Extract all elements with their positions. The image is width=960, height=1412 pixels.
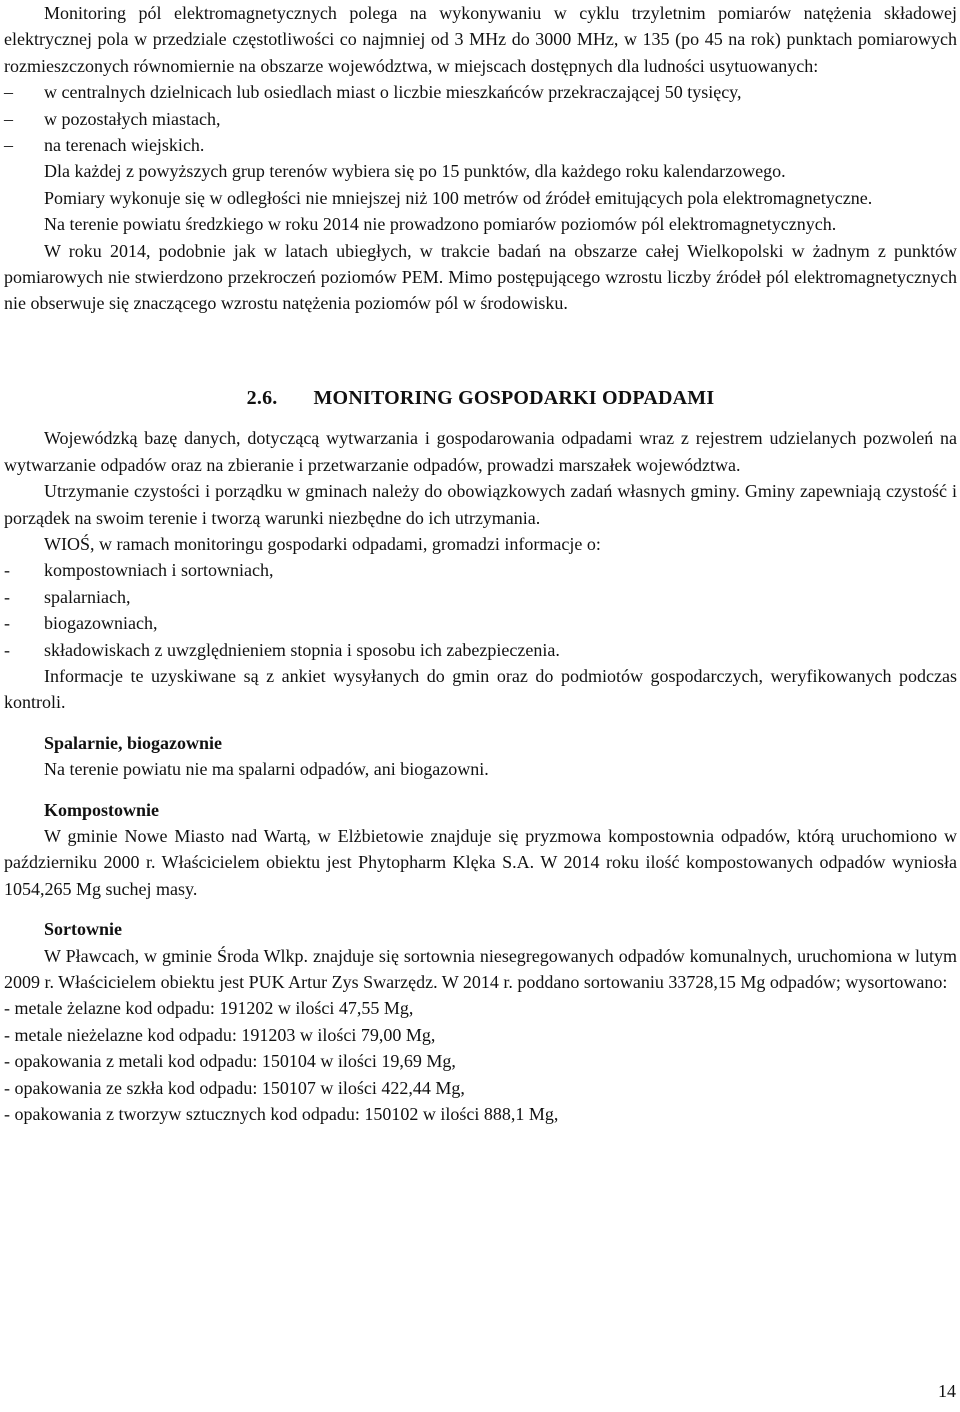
document-page: [4, 0, 957, 1127]
paragraph: W roku 2014, podobnie jak w latach ubiegłych, w trakcie badań na obszarze całej Wielkopolski w żadnym z punktów pomiarowych nie stwierdzono przekroczeń poziomów PEM. Mimo postępującego wzrostu liczby źródeł pól elektromagnetycznych nie obserwuje się znaczącego wzrostu natężenia poziomów pól w środowisku.: [4, 240, 957, 314]
list-item: - opakowania z metali kod odpadu: 150104 w ilości 19,69 Mg,: [4, 1051, 456, 1072]
paragraph: Informacje te uzyskiwane są z ankiet wysyłanych do gmin oraz do podmiotów gospodarczych, weryfikowanych podczas kontroli.: [4, 665, 957, 713]
paragraph: Pomiary wykonuje się w odległości nie mniejszej niż 100 metrów od źródeł emitujących pola elektromagnetyczne.: [44, 187, 873, 208]
list-item: - opakowania z tworzyw sztucznych kod odpadu: 150102 w ilości 888,1 Mg,: [4, 1104, 559, 1125]
section-heading: [4, 385, 957, 411]
subheading-sortownie: Sortownie: [44, 919, 122, 940]
paragraph: Dla każdej z powyższych grup terenów wybiera się po 15 punktów, dla każdego roku kalendarzowego.: [44, 161, 786, 182]
paragraph: WIOŚ, w ramach monitoringu gospodarki odpadami, gromadzi informacje o:: [44, 533, 601, 554]
list-item: - biogazowniach,: [4, 610, 957, 636]
list-item: – na terenach wiejskich.: [4, 132, 957, 158]
paragraph: Wojewódzką bazę danych, dotyczącą wytwarzania i gospodarowania odpadami wraz z rejestrem udzielanych pozwoleń na wytwarzanie odpadów oraz na zbieranie i przetwarzanie odpadów, prowadzi marszałek województwa.: [4, 428, 957, 475]
list-item: - spalarniach,: [4, 584, 957, 610]
paragraph: Na terenie powiatu nie ma spalarni odpadów, ani biogazowni.: [44, 759, 489, 780]
paragraph: W gminie Nowe Miasto nad Wartą, w Elżbietowie znajduje się pryzmowa kompostownia odpadów, którą uruchomiono w październiku 2000 r. Właścicielem obiektu jest Phytopharm Klęka S.A. W 2014 roku ilość kompostowanych odpadów wyniosła 1054,265 Mg suchej masy.: [4, 825, 957, 899]
list-item: – w pozostałych miastach,: [4, 106, 957, 132]
list-item: - metale żelazne kod odpadu: 191202 w ilości 47,55 Mg,: [4, 998, 414, 1019]
paragraph: W Pławcach, w gminie Środa Wlkp. znajduje się sortownia niesegregowanych odpadów komunalnych, uruchomiona w lutym 2009 r. Właścicielem obiektu jest PUK Artur Zys Swarzędz. W 2014 r. poddano sortowaniu 33728,15 Mg odpadów; wysortowano:: [4, 945, 957, 992]
list-item: - kompostowniach i sortowniach,: [4, 557, 957, 583]
list-item: - metale nieżelazne kod odpadu: 191203 w ilości 79,00 Mg,: [4, 1024, 436, 1045]
page-number: 14: [938, 1380, 956, 1401]
list-item: - składowiskach z uwzględnieniem stopnia i sposobu ich zabezpieczenia.: [4, 637, 957, 663]
list-item: – w centralnych dzielnicach lub osiedlach miast o liczbie mieszkańców przekraczającej 50 tysięcy,: [4, 79, 957, 105]
intro-paragraph: Monitoring pól elektromagnetycznych polega na wykonywaniu w cyklu trzyletnim pomiarów natężenia składowej elektrycznej pola w przedziale częstotliwości co najmniej od 3 MHz do 3000 MHz, w 135 (po 45 na rok) punktach pomiarowych rozmieszczonych równomiernie na obszarze województwa, w miejscach dostępnych dla ludności usytuowanych:: [4, 3, 957, 76]
section-number: 2.6.: [246, 386, 278, 409]
list-item: - opakowania ze szkła kod odpadu: 150107 w ilości 422,44 Mg,: [4, 1077, 465, 1098]
subheading-spalarnie: Spalarnie, biogazownie: [44, 732, 223, 753]
paragraph: Na terenie powiatu średzkiego w roku 2014 nie prowadzono pomiarów poziomów pól elektromagnetycznych.: [44, 214, 837, 235]
paragraph: Utrzymanie czystości i porządku w gminach należy do obowiązkowych zadań własnych gminy. Gminy zapewniają czystość i porządek na swoim terenie i tworzą warunki niezbędne do ich utrzymania.: [4, 481, 957, 528]
subheading-kompostownie: Kompostownie: [44, 799, 160, 820]
section-title: MONITORING GOSPODARKI ODPADAMI: [313, 386, 715, 409]
